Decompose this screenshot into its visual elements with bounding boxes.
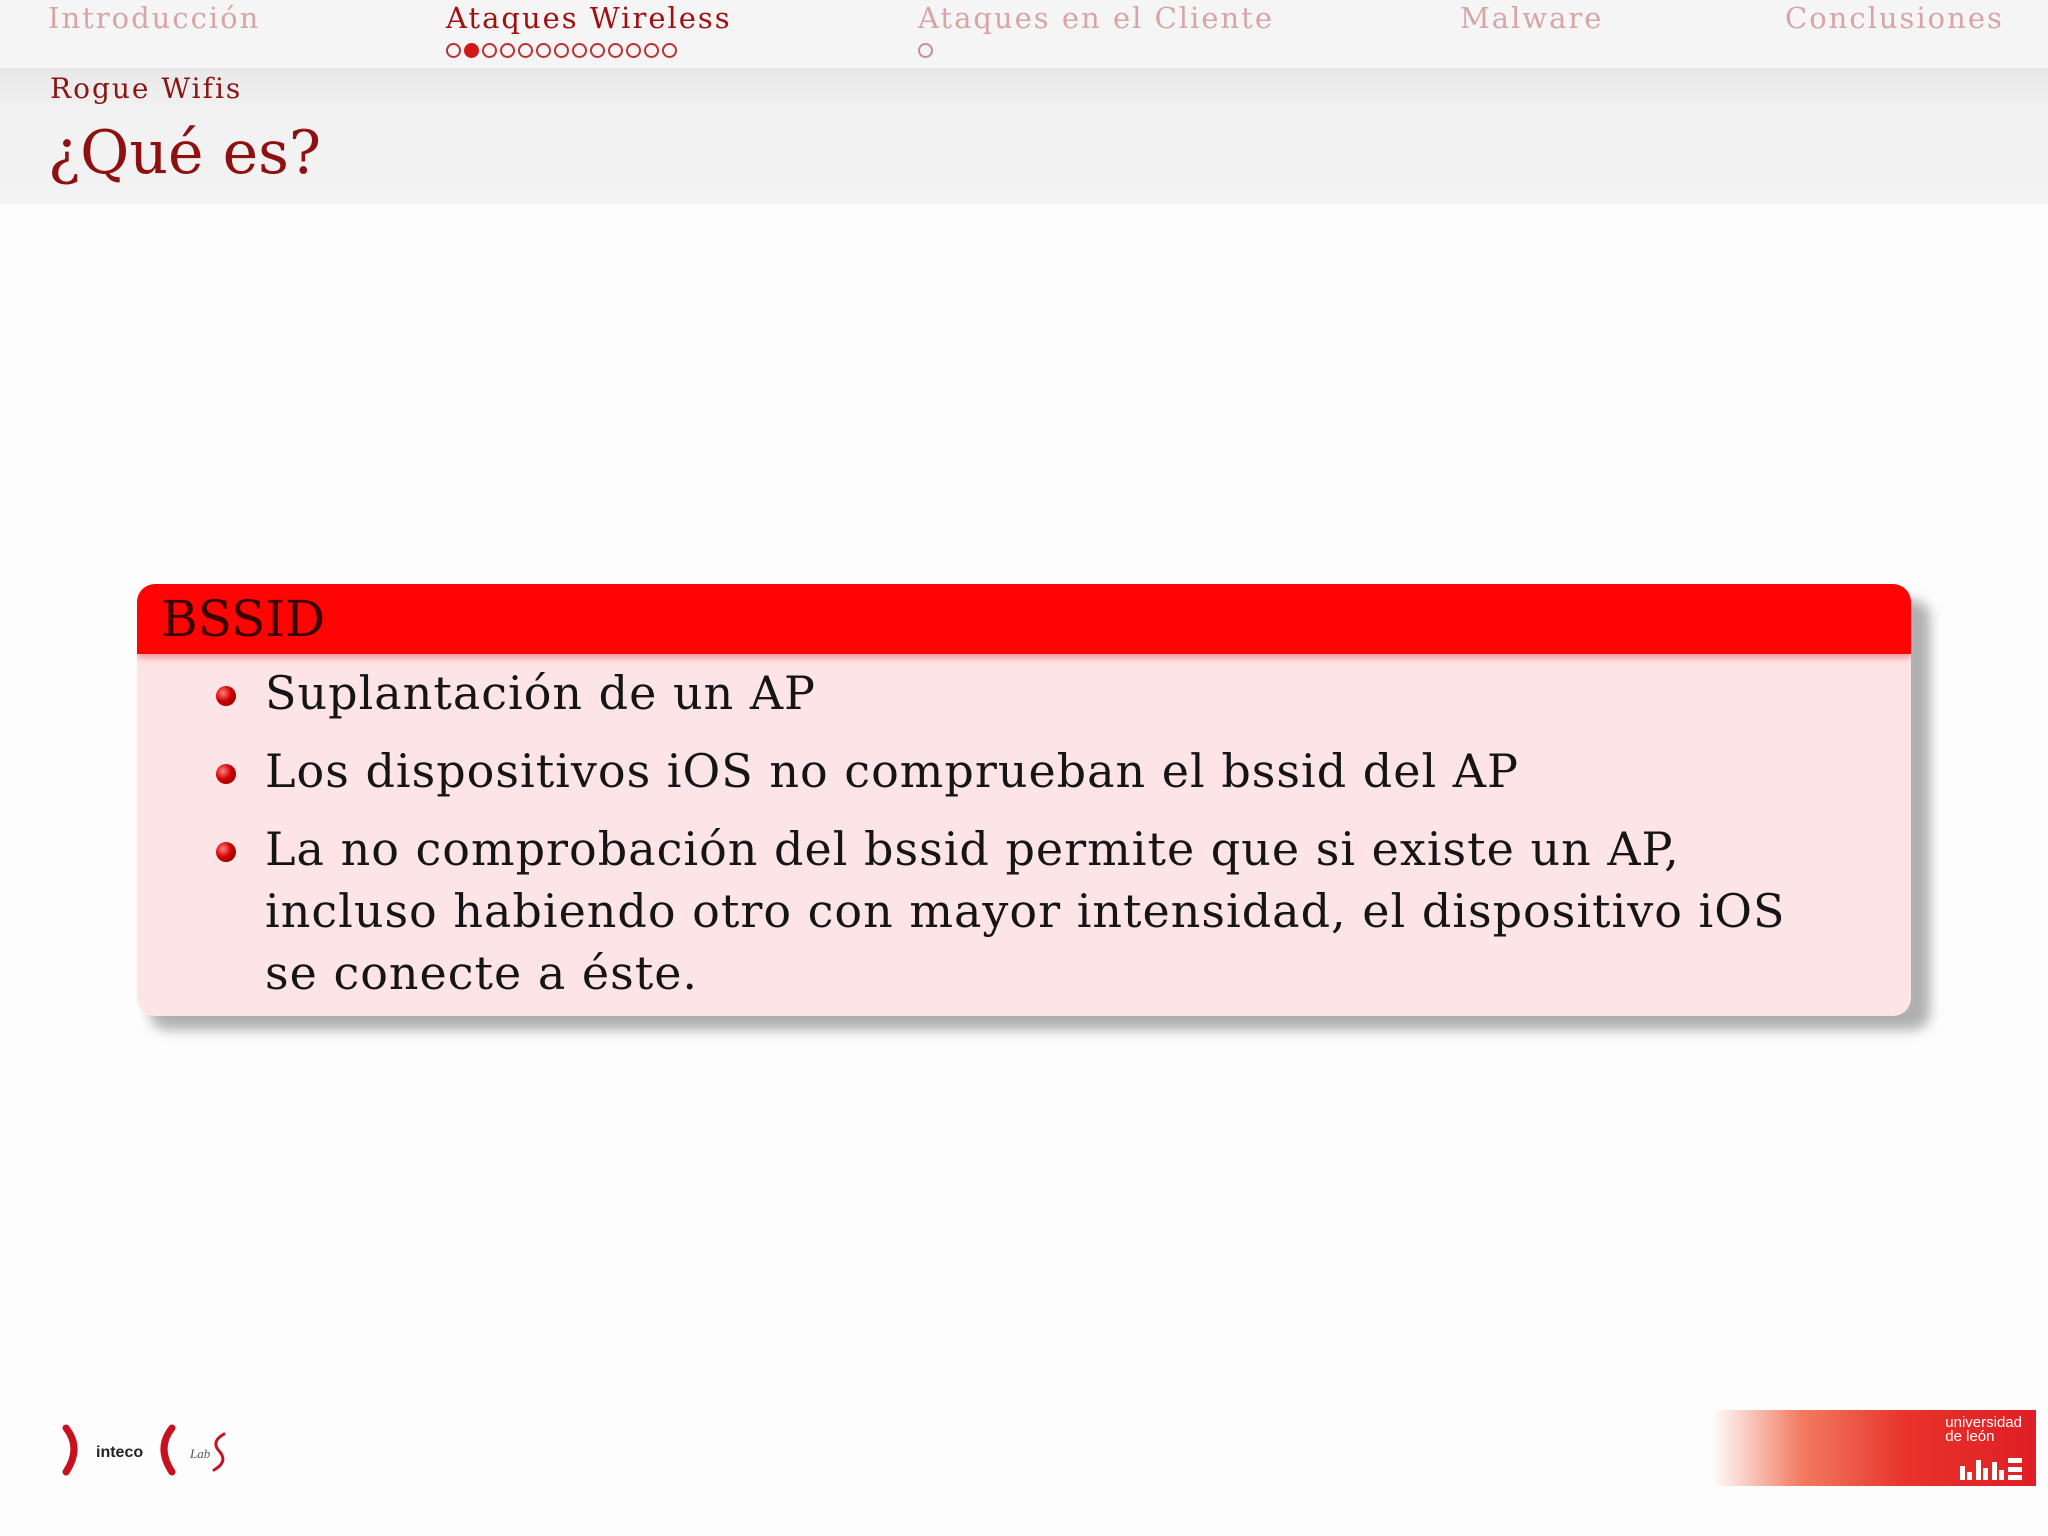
list-item-text: La no comprobación del bssid permite que si existe un AP, incluso habiendo otro con mayor intensidad, el dispositivo iOS se conecte a éste. — [265, 822, 1786, 1000]
slide-dot[interactable] — [482, 43, 497, 58]
bullet-icon — [216, 764, 236, 784]
nav-section-ataques-cliente[interactable] — [918, 0, 1274, 58]
frame-header — [0, 68, 2048, 204]
svg-text:Lab: Lab — [190, 1446, 211, 1461]
slide-dot[interactable] — [590, 43, 605, 58]
block-title: BSSID — [137, 584, 1911, 654]
slide-dot[interactable] — [662, 43, 677, 58]
bullet-icon — [216, 842, 236, 862]
slide-dot[interactable] — [500, 43, 515, 58]
content-block — [137, 584, 1911, 1016]
bullet-list — [137, 662, 1911, 1016]
svg-text:inteco: inteco — [96, 1444, 144, 1461]
slide-dot[interactable] — [554, 43, 569, 58]
ule-mark-icon — [1958, 1456, 2028, 1482]
logo-line-1: universidad — [1945, 1414, 2022, 1431]
slide-dot[interactable] — [536, 43, 551, 58]
nav-section-conclusiones[interactable] — [1785, 0, 2004, 36]
list-item — [137, 818, 1911, 1004]
nav-section-label: Malware — [1460, 1, 1604, 35]
page-title: ¿Qué es? — [48, 118, 322, 188]
slide-dots — [446, 43, 732, 58]
list-item-text: Los dispositivos iOS no comprueban el bssid del AP — [265, 744, 1519, 798]
nav-section-label: Ataques en el Cliente — [918, 1, 1274, 35]
nav-section-malware[interactable] — [1460, 0, 1603, 36]
slide-dot[interactable] — [446, 43, 461, 58]
slide-dots — [918, 43, 1274, 58]
universidad-leon-text — [1945, 1416, 2022, 1444]
slide-dot[interactable] — [608, 43, 623, 58]
nav-section-introduccion[interactable] — [48, 0, 260, 36]
subsection-title: Rogue Wifis — [50, 72, 243, 105]
nav-section-label: Introducción — [48, 1, 261, 35]
inteco-logo-icon — [60, 1420, 240, 1480]
slide-dot[interactable] — [644, 43, 659, 58]
slide-dot[interactable] — [572, 43, 587, 58]
inteco-labs-logo — [60, 1420, 240, 1480]
logo-line-2: de león — [1945, 1428, 1995, 1445]
list-item — [137, 662, 1911, 724]
nav-section-ataques-wireless[interactable] — [446, 0, 732, 58]
list-item-text: Suplantación de un AP — [265, 666, 817, 720]
nav-section-label: Conclusiones — [1785, 1, 2004, 35]
slide-dot[interactable] — [918, 43, 933, 58]
current-slide-dot[interactable] — [464, 43, 479, 58]
slide-dot[interactable] — [518, 43, 533, 58]
bullet-icon — [216, 686, 236, 706]
slide-dot[interactable] — [626, 43, 641, 58]
list-item — [137, 740, 1911, 802]
top-navigation — [0, 0, 2048, 68]
nav-section-label: Ataques Wireless — [446, 1, 732, 35]
universidad-leon-logo — [1712, 1410, 2036, 1486]
